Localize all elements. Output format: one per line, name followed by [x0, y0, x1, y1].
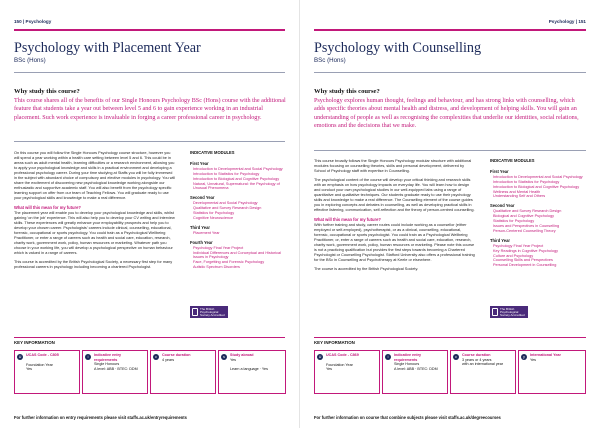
cell-value: 3 years or 4 years — [462, 357, 492, 362]
footer-note: For further information on entry requirements please visit staffs.ac.uk/entryrequirements — [14, 415, 187, 420]
divider — [14, 141, 285, 142]
cell-value: 4 years — [162, 357, 175, 362]
right-page — [300, 0, 600, 428]
module-item: Introduction to Biological and Cognitive Psychology — [493, 184, 580, 189]
ucas-icon: U — [318, 354, 322, 359]
module-item: Developmental and Social Psychology — [193, 201, 258, 206]
cell-value: with an international year — [462, 362, 503, 367]
modules-column — [190, 151, 288, 270]
body-subheading: What will this mean for my future? — [14, 205, 81, 211]
key-info-row — [14, 350, 285, 394]
module-item: Face, Forgetting and Forensic Psychology — [193, 260, 265, 265]
modules-title: INDICATIVE MODULES — [190, 150, 235, 155]
year-label: First Year — [490, 168, 509, 174]
cell-label: Indicative entry requirements — [94, 353, 122, 362]
cell-label: International Year — [530, 353, 561, 357]
module-item: Introduction to Statistics for Psychology — [193, 171, 260, 176]
year-group — [190, 162, 288, 191]
module-item: Qualitative and Survey Research Design — [493, 209, 562, 214]
footer-note: For further information on course that combine subjects please visit staffs.ac.uk/degreecourses — [314, 415, 501, 420]
modules-column — [490, 159, 588, 268]
module-item: Natural, Unnatural, Supernatural: the Psychology of Unusual Phenomena — [193, 181, 280, 191]
body-paragraph: This course is accredited by the British Psychological Society, a necessary first step for many professional careers in psychology including becoming a chartered Psychologist. — [14, 260, 173, 270]
why-text: This course shares all of the benefits of our Single Honours Psychology BSc (Hons) course with the additional feature that students take a year out between level 5 and 6 to gain experience working in an industrial placement. Such work experience is invaluable in forging a career professional career in psychology. — [14, 98, 286, 121]
body-paragraph: With further training and study, career routes could include working as a counsellor (either employed or self-employed), psychotherapist, or as a clinical, counselling, educational, forensic, occupational or sports psychologist. You could train as a Psychological Wellbeing Practitioner, or, enter a range of careers such as health and social care, education, research, charity work, government work, policy, human resources or marketing. Please note this course is not a practicing qualification but provides the first steps towards becoming a Chartered Psychologist or Counselling Psychologist. Stafford University also offers a professional training for the BSc in Counselling and Psychotherapy at Keele or elsewhere. — [314, 223, 475, 263]
cell-value: Foundation Year — [326, 362, 353, 367]
module-item: Statistics for Psychology — [493, 219, 535, 224]
module-item: Introduction to Developmental and Social Psychology — [193, 166, 283, 171]
key-info-rule — [14, 337, 285, 338]
cell-value: Yes — [326, 367, 333, 372]
key-info-cell — [14, 350, 80, 394]
page-title: Psychology with Counselling — [314, 40, 482, 56]
cell-label: Course duration — [162, 353, 191, 357]
year-group — [490, 239, 588, 268]
year-group — [190, 196, 288, 221]
divider — [314, 72, 586, 73]
module-item: Personal Development in Counselling — [493, 263, 557, 268]
cell-label: Course duration — [462, 353, 491, 357]
body-paragraph: The psychological content of the course will develop your critical thinking and research skills with an emphasis on how psychology impacts on everyday life. You will learn how to design and conduct your own psychological studies in our well-equipped labs using a range of quantitative and qualitative techniques. Our students graduate ready to use their psychology skills and knowledge to make a real difference. The Counselling element of the course guides you in exploring concepts and debates in counselling, as well as developing practical skills in effective listening, communication, self-reflection and the theory of person-centred counselling. — [314, 178, 475, 213]
module-item: Psychology Final Year Project — [193, 245, 244, 250]
key-info-rule — [314, 337, 586, 338]
cell-value: Learn a language · Yes — [230, 367, 268, 372]
cell-label: Indicative entry requirements — [394, 353, 422, 362]
year-label: First Year — [190, 160, 209, 166]
module-item: Counselling Skills and Perspectives — [493, 258, 553, 263]
top-rule — [14, 29, 285, 31]
module-item: Culture and Psychology — [493, 253, 534, 258]
key-info-cell — [314, 350, 380, 394]
running-header: Psychology | 151 — [548, 19, 586, 24]
year-label: Fourth Year — [190, 239, 213, 245]
key-info-cell — [150, 350, 216, 394]
cell-value: Yes — [26, 367, 33, 372]
year-group — [490, 204, 588, 233]
module-item: Qualitative and Survey Research Design — [193, 206, 262, 211]
cell-value: Yes — [530, 357, 537, 362]
body-subheading: What will this mean for my future? — [314, 217, 381, 223]
year-group — [490, 170, 588, 199]
module-item: Key Readings in Cognitive Psychology — [493, 248, 559, 253]
module-item: Autistic Spectrum Disorders — [193, 265, 240, 270]
why-heading: Why study this course? — [14, 88, 80, 95]
module-item: Understanding Self and Others — [493, 194, 546, 199]
why-heading: Why study this course? — [314, 88, 380, 95]
cell-label: UCAS Code - C869 — [326, 353, 359, 357]
year-label: Third Year — [190, 224, 210, 230]
bps-mark-icon — [192, 308, 198, 316]
running-header: 150 | Psychology — [14, 19, 52, 24]
key-info-cell — [218, 350, 286, 394]
page-title: Psychology with Placement Year — [14, 40, 201, 56]
module-item: Introduction to Statistics for Psychology — [493, 179, 560, 184]
key-info-cell — [382, 350, 448, 394]
year-group — [190, 241, 288, 270]
body-paragraph: The placement year will enable you to develop your psychological knowledge and skills, whilst gaining 'on the job' experience. This will also help you to develop your CV writing and interview skills. These experiences will greatly enhance your employability prospects and help you to develop your chosen career. Psychologists' careers include clinical, counselling, educational, forensic, occupational or sports psychology. You could train as a Psychological Wellbeing Practitioner, or enter a range of careers such as health and social care, education, research, charity work, government work, policy, human resources or marketing. Whatever path you choose in your working life, you will develop a psychological perspective on human behaviour which is valued in a range of careers. — [14, 211, 175, 256]
bps-mark-icon — [492, 308, 498, 316]
cell-value: A level: ABB · BTEC: DDM — [394, 367, 438, 372]
top-rule — [314, 29, 586, 31]
key-info-cell — [82, 350, 148, 394]
module-item: Introduction to Developmental and Social Psychology — [493, 174, 583, 179]
key-info-heading: KEY INFORMATION — [14, 340, 55, 345]
page-subtitle: BSc (Hons) — [14, 57, 46, 64]
key-info-row — [314, 350, 586, 394]
body-paragraph: This course broadly follows the Single Honours Psychology modular structure with additional modules focusing on counselling theories, skills and personal development, delivered by School of Psychology staff with expertise in Counselling. — [314, 159, 472, 174]
module-item: Person-Centered Counselling Theory — [493, 228, 556, 233]
bps-accreditation-logo — [490, 306, 528, 318]
module-item: Issues and Perspectives in Counselling — [493, 223, 560, 228]
logo-text: The British Psychological Society Accredited — [200, 306, 225, 318]
body-paragraph: The course is accredited by the British Psychological Society. — [314, 267, 419, 272]
year-label: Second Year — [490, 203, 515, 209]
clock-icon: c — [153, 354, 159, 360]
module-item: Placement Year — [193, 230, 220, 235]
cell-label: UCAS Code - C805 — [26, 353, 59, 357]
ucas-icon: U — [18, 354, 22, 359]
divider — [314, 150, 586, 151]
cell-label: Study abroad — [230, 353, 254, 357]
body-column — [314, 159, 476, 276]
key-info-cell — [518, 350, 586, 394]
key-info-cell — [450, 350, 516, 394]
cell-value: A level: ABB · BTEC: DDM — [94, 367, 138, 372]
globe-icon: y — [521, 354, 527, 360]
module-item: Cognitive Neuroscience — [193, 215, 234, 220]
body-paragraph: On this course you will follow the Single Honours Psychology course structure, however you will spend a year working within a health care setting between level 5 and 6. This could be in areas such as adult mental health, learning difficulties or a research environment, allowing you to apply your psychological knowledge and skills in a practical environment and developing a professional psychology career. During your time studying at Staffs you will be fully immersed in the subject with abundant choice of compulsory and elective modules in psychology. You will share the excitement of discovering new psychological knowledge working alongside our enthusiastic and supportive academic staff. You will also benefit from the psychology specific learning support on offer from our team of Teaching Fellows. You will graduate ready to use your psychological skills and knowledge to make a real difference. — [14, 151, 176, 201]
module-item: Statistics for Psychology — [193, 211, 235, 216]
cell-value: Yes — [230, 357, 237, 362]
info-icon: i — [385, 354, 391, 360]
year-group — [190, 226, 288, 236]
module-item: Introduction to Biological and Cognitive Psychology — [193, 176, 280, 181]
module-item: Wellness and Mental Health — [493, 189, 541, 194]
page-subtitle: BSc (Hons) — [314, 57, 346, 64]
key-info-heading: KEY INFORMATION — [314, 340, 355, 345]
cell-value: Single Honours — [94, 362, 120, 367]
module-item: Individual Differences and Conceptual and Historical Issues in Psychology — [193, 250, 281, 260]
module-item: Psychology Final Year Project — [493, 243, 544, 248]
why-text: Psychology explores human thought, feelings and behaviour, and has strong links with counselling, which adds specific theories about mental health and distress, and development of helping skills. You will gain an understanding of people as well as recognising the complexities that underlie our identities, social relations, emotions and the decisions that we make. — [314, 98, 579, 129]
modules-title: INDICATIVE MODULES — [490, 158, 535, 163]
body-column — [14, 151, 176, 275]
info-icon: i — [85, 354, 91, 360]
cell-value: Single Honours — [394, 362, 420, 367]
bps-accreditation-logo — [190, 306, 228, 318]
cell-value: Foundation Year — [26, 362, 53, 367]
logo-text: The British Psychological Society Accredited — [500, 306, 525, 318]
year-label: Third Year — [490, 237, 510, 243]
module-item: Biological and Cognitive Psychology — [493, 214, 554, 219]
globe-icon: s — [221, 354, 227, 360]
year-label: Second Year — [190, 195, 215, 201]
clock-icon: c — [453, 354, 459, 360]
divider — [14, 72, 285, 73]
